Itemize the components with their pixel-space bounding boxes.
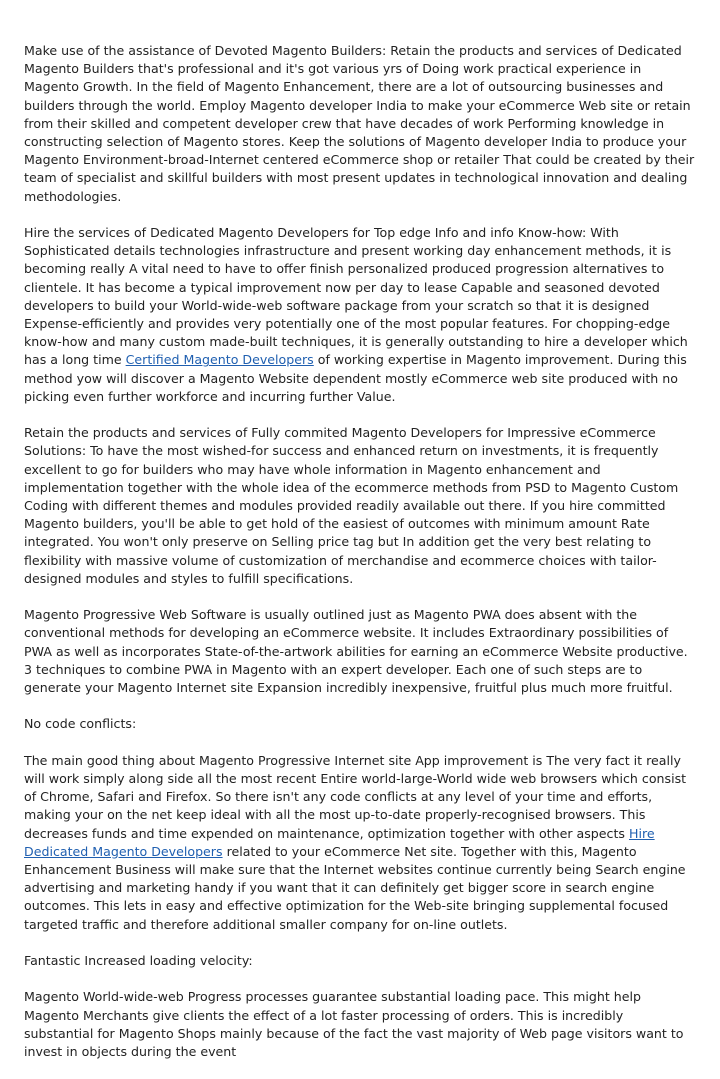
subheading-loading-velocity: Fantastic Increased loading velocity: <box>24 953 253 969</box>
paragraph-pwa-benefits <box>24 752 696 934</box>
paragraph-intro: Make use of the assistance of Devoted Magento Builders: Retain the products and services of Dedicated Magento Builders that's professional and it's got various yrs of Doing work practical experience in Magento Growth. In the field of Magento Enhancement, there are a lot of outsourcing businesses and builders through the world. Employ Magento developer India to make your eCommerce Web site or retain from their skilled and competent developer crew that have decades of work Performing knowledge in constructing selection of Magento stores. Keep the solutions of Magento developer India to produce your Magento Environment-broad-Internet centered eCommerce shop or retailer That could be created by their team of specialist and skillful builders with most present updates in technological innovation and dealing methodologies. <box>24 43 695 204</box>
paragraph-text: of working expertise in Magento improvement. During this method yow will discover a Magento Website dependent mostly eCommerce web site produced with no picking even further workforce and incurring further Value. <box>24 352 687 404</box>
document-body <box>24 42 696 1079</box>
paragraph-text: The main good thing about Magento Progressive Internet site App improvement is The very fact it really will work simply along side all the most recent Entire world-large-World wide web browsers which consist of Chrome, Safari and Firefox. So there isn't any code conflicts at any level of your time and efforts, making your on the net keep ideal with all the most up-to-date properly-recognised browsers. This decreases funds and time expended on maintenance, optimization together with other aspects <box>24 752 687 841</box>
paragraph-hire-dedicated <box>24 224 696 406</box>
certified-magento-developers-link[interactable]: Certified Magento Developers <box>125 352 314 368</box>
paragraph-pwa: Magento Progressive Web Software is usually outlined just as Magento PWA does absent with the conventional methods for developing an eCommerce website. It includes Extraordinary possibilities of PWA as well as incorporates State-of-the-artwork abilities for earning an eCommerce Website productive. 3 techniques to combine PWA in Magento with an expert developer. Each one of such steps are to generate your Magento Internet site Expansion incredibly inexpensive, fruitful plus much more fruitful. <box>24 607 688 696</box>
hire-dedicated-magento-developers-link[interactable]: Hire Dedicated Magento Developers <box>24 825 655 859</box>
paragraph-text: related to your eCommerce Net site. Together with this, Magento Enhancement Business will make sure that the Internet websites continue currently being Search engine advertising and marketing handy if you want that it can definitely get bigger score in search engine outcomes. This lets in easy and effective optimization for the Web-site bringing supplemental focused targeted traffic and therefore additional smaller company for on-line outlets. <box>24 843 686 932</box>
paragraph-retain-products: Retain the products and services of Fully commited Magento Developers for Impressive eCommerce Solutions: To have the most wished-for success and enhanced return on investments, it is frequently excellent to go for builders who may have whole information in Magento enhancement and implementation together with the whole idea of the ecommerce methods from PSD to Magento Custom Coding with different themes and modules provided readily available out there. If you hire committed Magento builders, you'll be able to get hold of the easiest of outcomes with minimum amount Rate integrated. You won't only preserve on Selling price tag but In addition get the very best relating to flexibility with massive volume of customization of merchandise and ecommerce choices with tailor-designed modules and styles to fulfill specifications. <box>24 425 679 586</box>
paragraph-loading-pace: Magento World-wide-web Progress processes guarantee substantial loading pace. This might help Magento Merchants give clients the effect of a lot faster processing of orders. This is incredibly substantial for Magento Shops mainly because of the fact the vast majority of Web page visitors want to invest in objects during the event <box>24 989 684 1060</box>
subheading-no-code-conflicts: No code conflicts: <box>24 716 137 732</box>
paragraph-text: Hire the services of Dedicated Magento Developers for Top edge Info and info Know-how: With Sophisticated details technologies infrastructure and present working day enhancement methods, it is becoming really A vital need to have to offer finish personalized produced progression alternatives to clientele. It has become a typical improvement now per day to lease Capable and seasoned devoted developers to build your World-wide-web software package from your scratch so that it is designed Expense-efficiently and provides very potentially one of the most popular features. For chopping-edge know-how and many custom made-built techniques, it is generally outstanding to hire a developer which has a long time <box>24 225 688 368</box>
